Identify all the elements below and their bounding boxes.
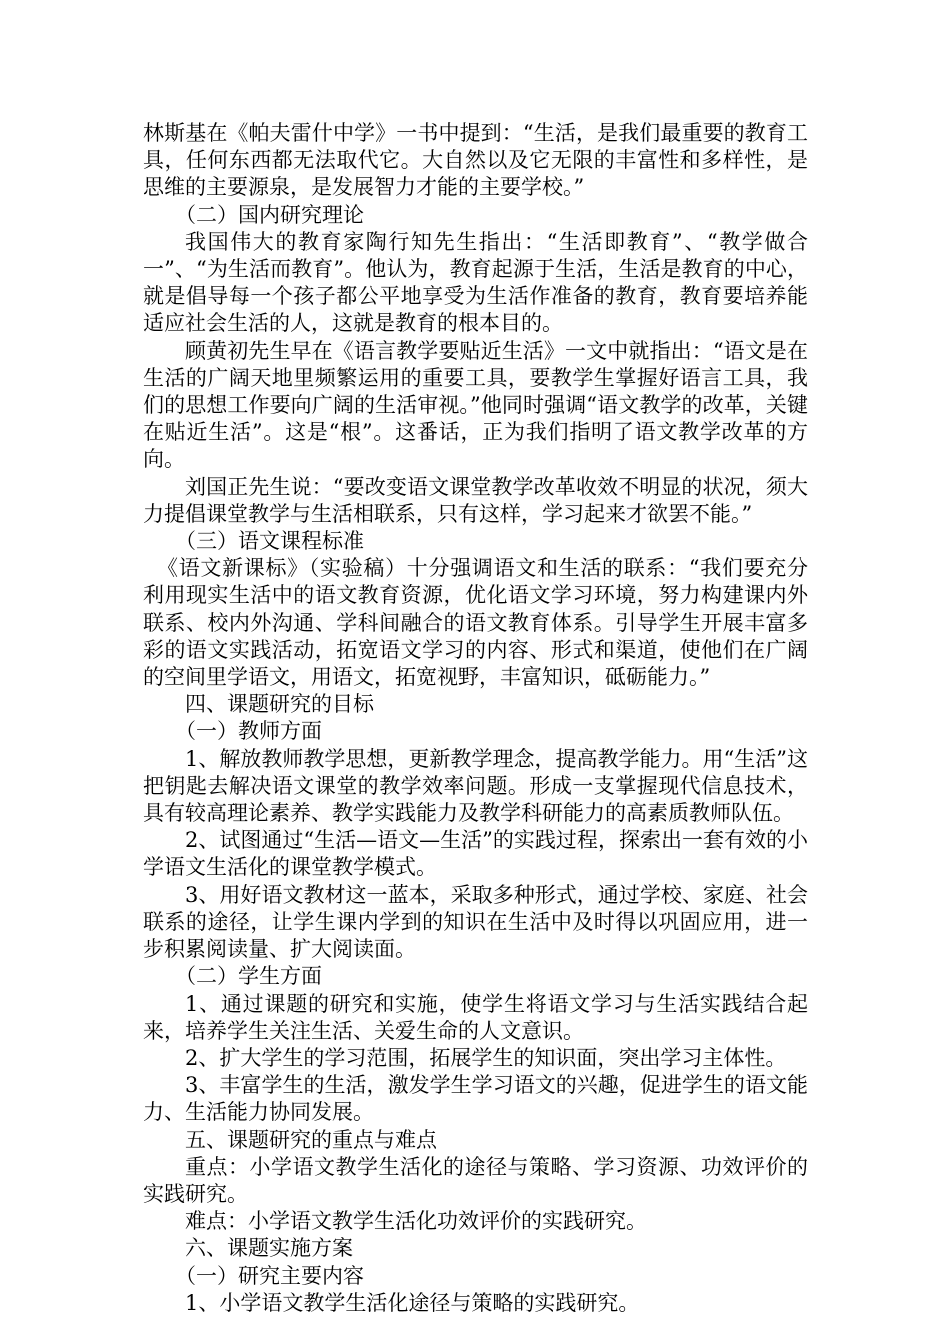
document-body: [143, 120, 808, 1317]
paragraph: 1、解放教师教学思想，更新教学理念，提高教学能力。用“生活”这把钥匙去解决语文课堂的教学效率问题。形成一支掌握现代信息技术，具有较高理论素养、教学实践能力及教学科研能力的高素质教师队伍。: [143, 746, 808, 826]
paragraph: 我国伟大的教育家陶行知先生指出：“生活即教育”、“教学做合一”、“为生活而教育”。他认为，教育起源于生活，生活是教育的中心，就是倡导每一个孩子都公平地享受为生活作准备的教育，教育要培养能适应社会生活的人，这就是教育的根本目的。: [143, 229, 808, 336]
paragraph: 六、课题实施方案: [185, 1236, 353, 1261]
paragraph: （一）教师方面: [175, 719, 322, 744]
paragraph: 1、小学语文教学生活化途径与策略的实践研究。: [185, 1290, 640, 1315]
paragraph: 刘国正先生说：“要改变语文课堂教学改革收效不明显的状况，须大力提倡课堂教学与生活相联系，只有这样，学习起来才欲罢不能。”: [143, 474, 808, 526]
paragraph: （二）学生方面: [175, 964, 322, 989]
paragraph: （三）语文课程标准: [175, 529, 364, 554]
paragraph: 五、课题研究的重点与难点: [185, 1127, 437, 1152]
paragraph: 1、通过课题的研究和实施，使学生将语文学习与生活实践结合起来，培养学生关注生活、关爱生命的人文意识。: [143, 991, 808, 1043]
paragraph: 3、用好语文教材这一蓝本，采取多种形式，通过学校、家庭、社会联系的途径，让学生课内学到的知识在生活中及时得以巩固应用，进一步积累阅读量、扩大阅读面。: [143, 882, 808, 962]
paragraph: 《语文新课标》（实验稿）十分强调语文和生活的联系：“我们要充分利用现实生活中的语文教育资源，优化语文学习环境，努力构建课内外联系、校内外沟通、学科间融合的语文教育体系。引导学生开展丰富多彩的语文实践活动，拓宽语文学习的内容、形式和渠道，使他们在广阔的空间里学语文，用语文，拓宽视野，丰富知识，砥砺能力。”: [143, 556, 808, 690]
paragraph: 林斯基在《帕夫雷什中学》一书中提到：“生活，是我们最重要的教育工具，任何东西都无法取代它。大自然以及它无限的丰富性和多样性，是思维的主要源泉，是发展智力才能的主要学校。”: [143, 121, 808, 200]
paragraph: （二）国内研究理论: [175, 202, 364, 227]
paragraph: 2、试图通过“生活—语文—生活”的实践过程，探索出一套有效的小学语文生活化的课堂教学模式。: [143, 828, 808, 880]
paragraph: 3、丰富学生的生活，激发学生学习语文的兴趣，促进学生的语文能力、生活能力协同发展。: [143, 1073, 808, 1125]
paragraph: 2、扩大学生的学习范围，拓展学生的知识面，突出学习主体性。: [185, 1045, 787, 1070]
paragraph: 顾黄初先生早在《语言教学要贴近生活》一文中就指出：“语文是在生活的广阔天地里频繁运用的重要工具，要教学生掌握好语言工具，我们的思想工作要向广阔的生活审视。”他同时强调“语文教学的改革，关键在贴近生活”。这是“根”。这番话，正为我们指明了语文教学改革的方向。: [143, 338, 808, 472]
paragraph: 难点：小学语文教学生活化功效评价的实践研究。: [185, 1209, 647, 1234]
paragraph: （一）研究主要内容: [175, 1263, 364, 1288]
paragraph: 重点：小学语文教学生活化的途径与策略、学习资源、功效评价的实践研究。: [143, 1154, 808, 1206]
paragraph: 四、课题研究的目标: [185, 692, 374, 717]
